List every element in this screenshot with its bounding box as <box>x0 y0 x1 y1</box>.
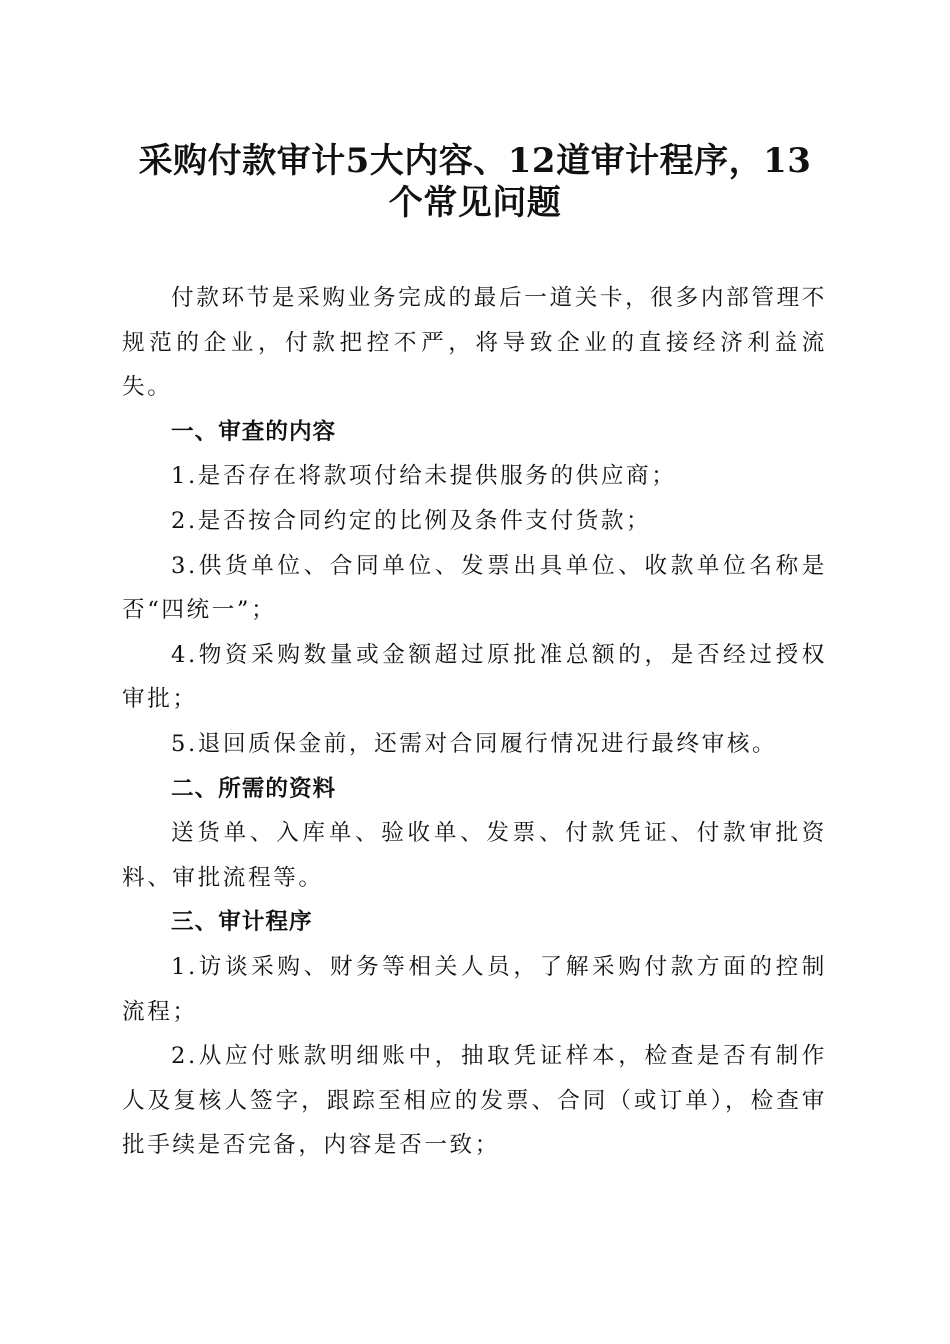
section-heading-2: 二、所需的资料 <box>171 775 337 802</box>
title-line-2: 个常见问题 <box>388 183 562 223</box>
section-heading-1: 一、审查的内容 <box>171 418 337 445</box>
list-item: 3.供货单位、合同单位、发票出具单位、收款单位名称是否“四统一”； <box>122 552 827 624</box>
title-line-1: 采购付款审计5大内容、12道审计程序，13 <box>138 141 812 181</box>
list-item: 4.物资采购数量或金额超过原批准总额的，是否经过授权审批； <box>122 641 827 713</box>
list-item: 2.是否按合同约定的比例及条件支付货款； <box>171 507 652 534</box>
document-title <box>100 140 850 224</box>
document-body <box>122 276 827 1168</box>
materials-paragraph: 送货单、入库单、验收单、发票、付款凭证、付款审批资料、审批流程等。 <box>122 820 827 891</box>
list-item: 2.从应付账款明细账中，抽取凭证样本，检查是否有制作人及复核人签字，跟踪至相应的发票、合同（或订单），检查审批手续是否完备，内容是否一致； <box>122 1043 827 1159</box>
intro-paragraph: 付款环节是采购业务完成的最后一道关卡，很多内部管理不规范的企业，付款把控不严，将导致企业的直接经济利益流失。 <box>122 285 827 401</box>
list-item: 1.访谈采购、财务等相关人员，了解采购付款方面的控制流程； <box>122 953 827 1025</box>
section-heading-3: 三、审计程序 <box>171 909 313 936</box>
list-item: 1.是否存在将款项付给未提供服务的供应商； <box>171 463 677 490</box>
list-item: 5.退回质保金前，还需对合同履行情况进行最终审核。 <box>171 730 778 757</box>
